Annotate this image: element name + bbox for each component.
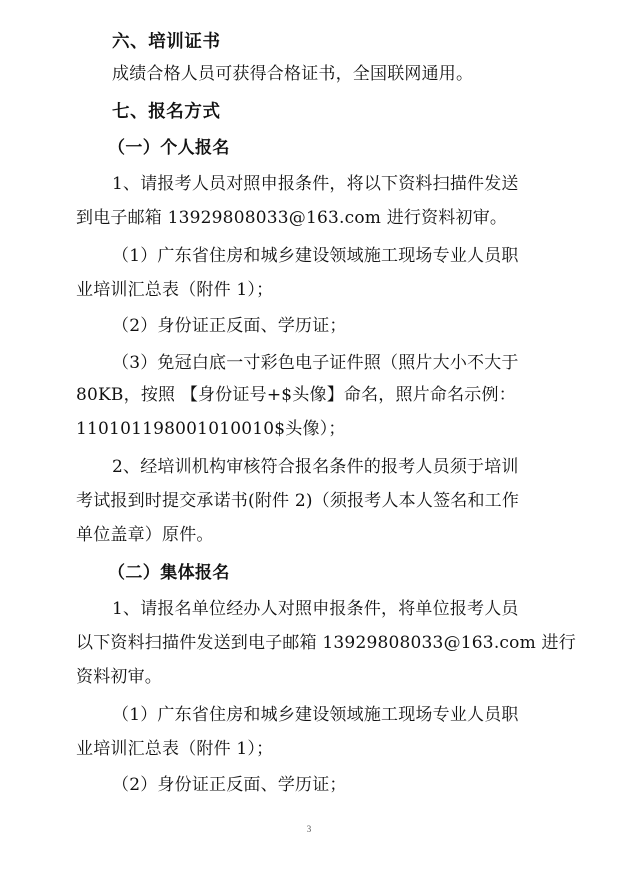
personal-sub-1-line-2: 业培训汇总表（附件 1）； <box>76 280 274 300</box>
group-registration-heading: （二）集体报名 <box>108 563 230 583</box>
personal-registration-heading: （一）个人报名 <box>108 138 230 158</box>
section-6-heading: 六、培训证书 <box>112 32 221 52</box>
section-7-heading: 七、报名方式 <box>112 102 221 122</box>
personal-sub-3-line-3: 110101198001010010$头像）； <box>76 419 346 439</box>
personal-sub-1-line-1: （1）广东省住房和城乡建设领域施工现场专业人员职 <box>112 246 519 266</box>
group-item-1-line-3: 资料初审。 <box>76 667 162 687</box>
personal-item-2-line-2: 考试报到时提交承诺书(附件 2)（须报考人本人签名和工作 <box>76 491 520 511</box>
personal-sub-2: （2）身份证正反面、学历证； <box>112 316 347 336</box>
personal-sub-3-line-1: （3）免冠白底一寸彩色电子证件照（照片大小不大于 <box>112 353 519 373</box>
personal-sub-3-line-2: 80KB，按照 【身份证号+$头像】命名，照片命名示例： <box>76 385 516 405</box>
page-number: 3 <box>306 824 312 834</box>
group-sub-1-line-2: 业培训汇总表（附件 1）； <box>76 739 274 759</box>
group-item-1-line-2: 以下资料扫描件发送到电子邮箱 13929808033@163.com 进行 <box>76 633 576 653</box>
personal-item-1-line-1: 1、请报考人员对照申报条件，将以下资料扫描件发送 <box>112 174 519 194</box>
group-sub-2: （2）身份证正反面、学历证； <box>112 775 347 795</box>
personal-item-2-line-3: 单位盖章）原件。 <box>76 525 214 545</box>
section-6-body: 成绩合格人员可获得合格证书，全国联网通用。 <box>112 64 474 84</box>
personal-item-2-line-1: 2、经培训机构审核符合报名条件的报考人员须于培训 <box>112 457 519 477</box>
group-item-1-line-1: 1、请报名单位经办人对照申报条件，将单位报考人员 <box>112 599 519 619</box>
personal-item-1-line-2: 到电子邮箱 13929808033@163.com 进行资料初审。 <box>76 208 508 228</box>
group-sub-1-line-1: （1）广东省住房和城乡建设领域施工现场专业人员职 <box>112 705 519 725</box>
